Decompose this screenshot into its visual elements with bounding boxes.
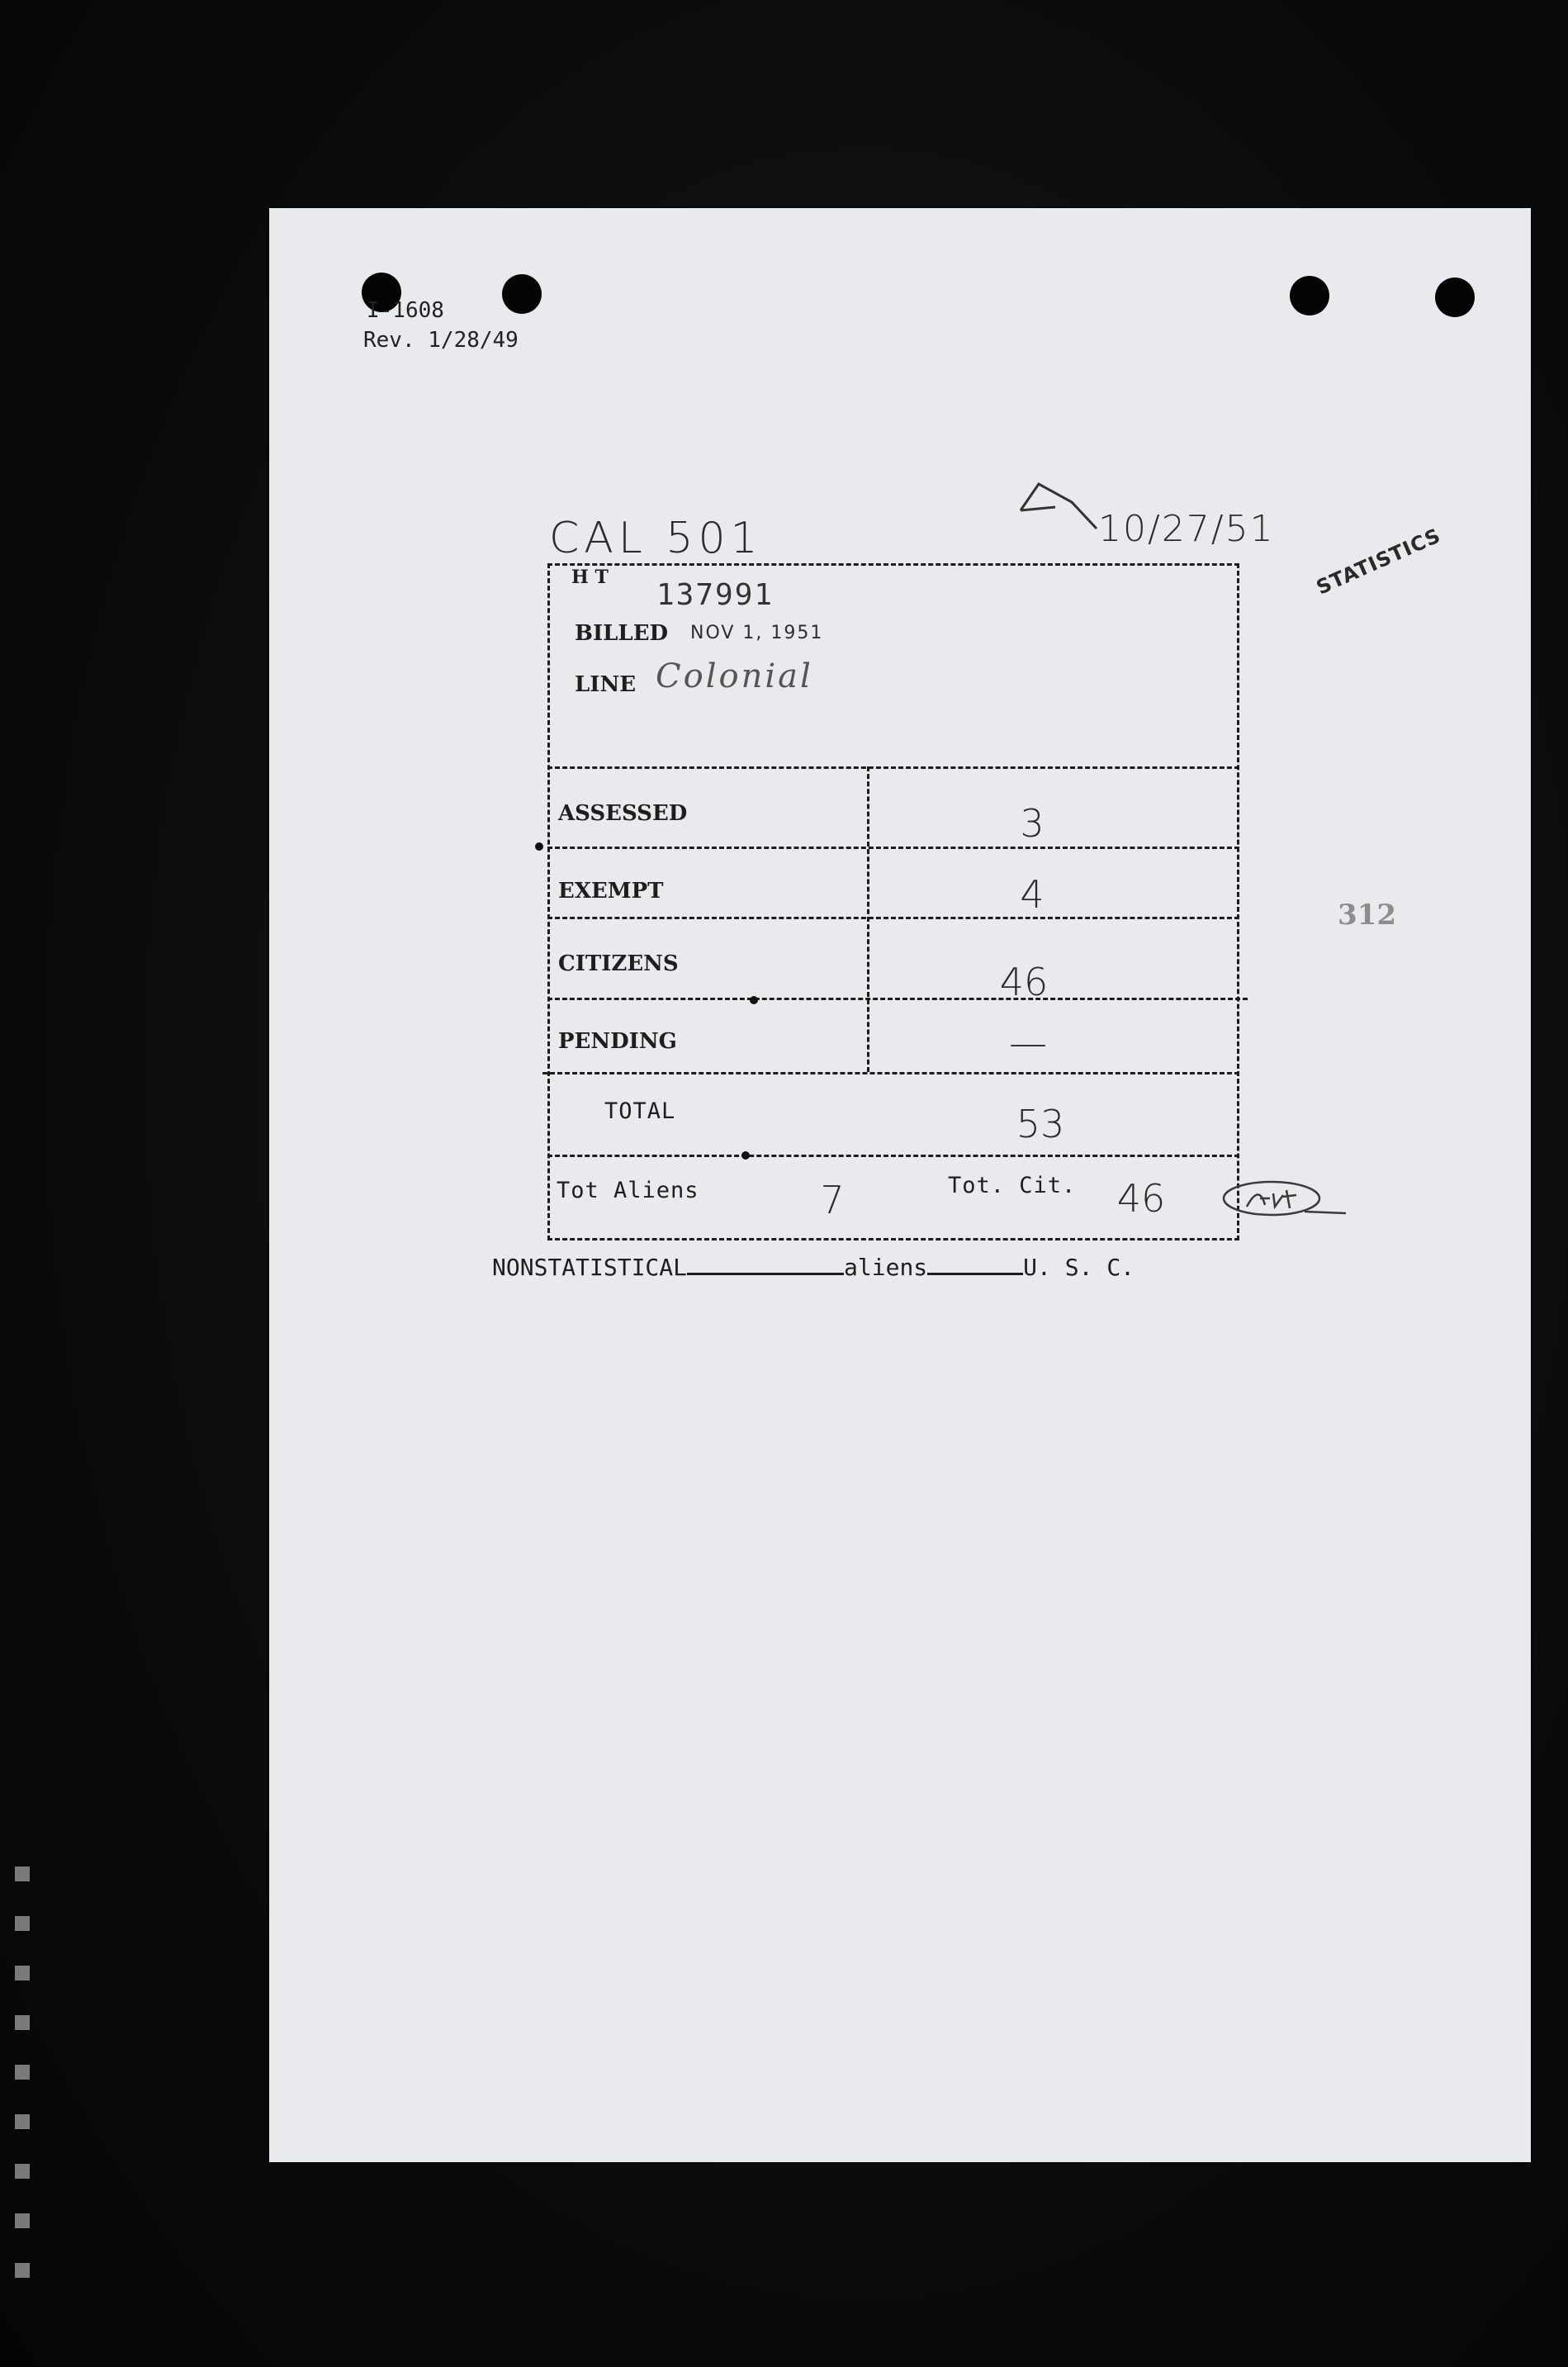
form-revision: Rev. 1/28/49 <box>363 328 519 353</box>
line-value: Colonial <box>656 657 813 695</box>
form-number: I-1608 <box>367 298 444 323</box>
row-label-assessed: ASSESSED <box>558 801 688 826</box>
punch-hole-right-1 <box>1290 276 1329 315</box>
ht-number: 137991 <box>656 578 775 612</box>
page-number: 312 <box>1338 899 1396 932</box>
tot-aliens-value: 7 <box>820 1178 845 1222</box>
tot-cit-label: Tot. Cit. <box>948 1173 1077 1198</box>
tot-cit-value: 46 <box>1116 1176 1166 1221</box>
divider-header <box>547 766 1239 769</box>
nonstatistical-blank <box>687 1251 844 1275</box>
row-label-citizens: CITIZENS <box>558 951 679 976</box>
ink-dot <box>741 1151 750 1160</box>
ink-dot <box>750 996 758 1004</box>
row-label-exempt: EXEMPT <box>558 879 664 904</box>
nonstatistical-line <box>492 1251 1135 1281</box>
divider-row-3 <box>547 998 1248 1000</box>
divider-total <box>547 1155 1239 1157</box>
route-code-handwritten: CAL 501 <box>549 514 763 563</box>
aliens-blank <box>927 1251 1023 1275</box>
usc-label: U. S. C. <box>1023 1254 1135 1281</box>
ink-dot <box>535 842 543 851</box>
punch-hole-right-2 <box>1435 277 1475 317</box>
divider-row-1 <box>547 847 1239 849</box>
row-value-assessed: 3 <box>1020 801 1045 846</box>
divider-row-2 <box>547 917 1239 919</box>
statistics-stamp: STATISTICS <box>1313 524 1445 600</box>
film-edge-streak <box>15 1867 30 2296</box>
nonstatistical-label: NONSTATISTICAL <box>492 1254 688 1281</box>
column-divider <box>867 766 869 1072</box>
arrow-mark-icon <box>1014 477 1105 543</box>
ht-label: H T <box>571 567 609 588</box>
tot-aliens-label: Tot Aliens <box>557 1178 699 1203</box>
row-value-citizens: 46 <box>999 960 1049 1004</box>
divider-row-4 <box>542 1072 1239 1074</box>
row-value-exempt: 4 <box>1020 872 1045 917</box>
row-value-pending: — <box>1009 1021 1047 1065</box>
total-label: TOTAL <box>604 1098 676 1124</box>
form-identifier <box>363 296 519 355</box>
date-handwritten: 10/27/51 <box>1098 508 1275 550</box>
billed-label: BILLED <box>575 621 669 646</box>
total-value: 53 <box>1016 1102 1065 1146</box>
billed-date: NOV 1, 1951 <box>690 623 824 643</box>
initials-mark <box>1214 1177 1346 1223</box>
row-label-pending: PENDING <box>558 1029 677 1054</box>
aliens-label: aliens <box>844 1254 928 1281</box>
line-label: LINE <box>575 672 637 697</box>
